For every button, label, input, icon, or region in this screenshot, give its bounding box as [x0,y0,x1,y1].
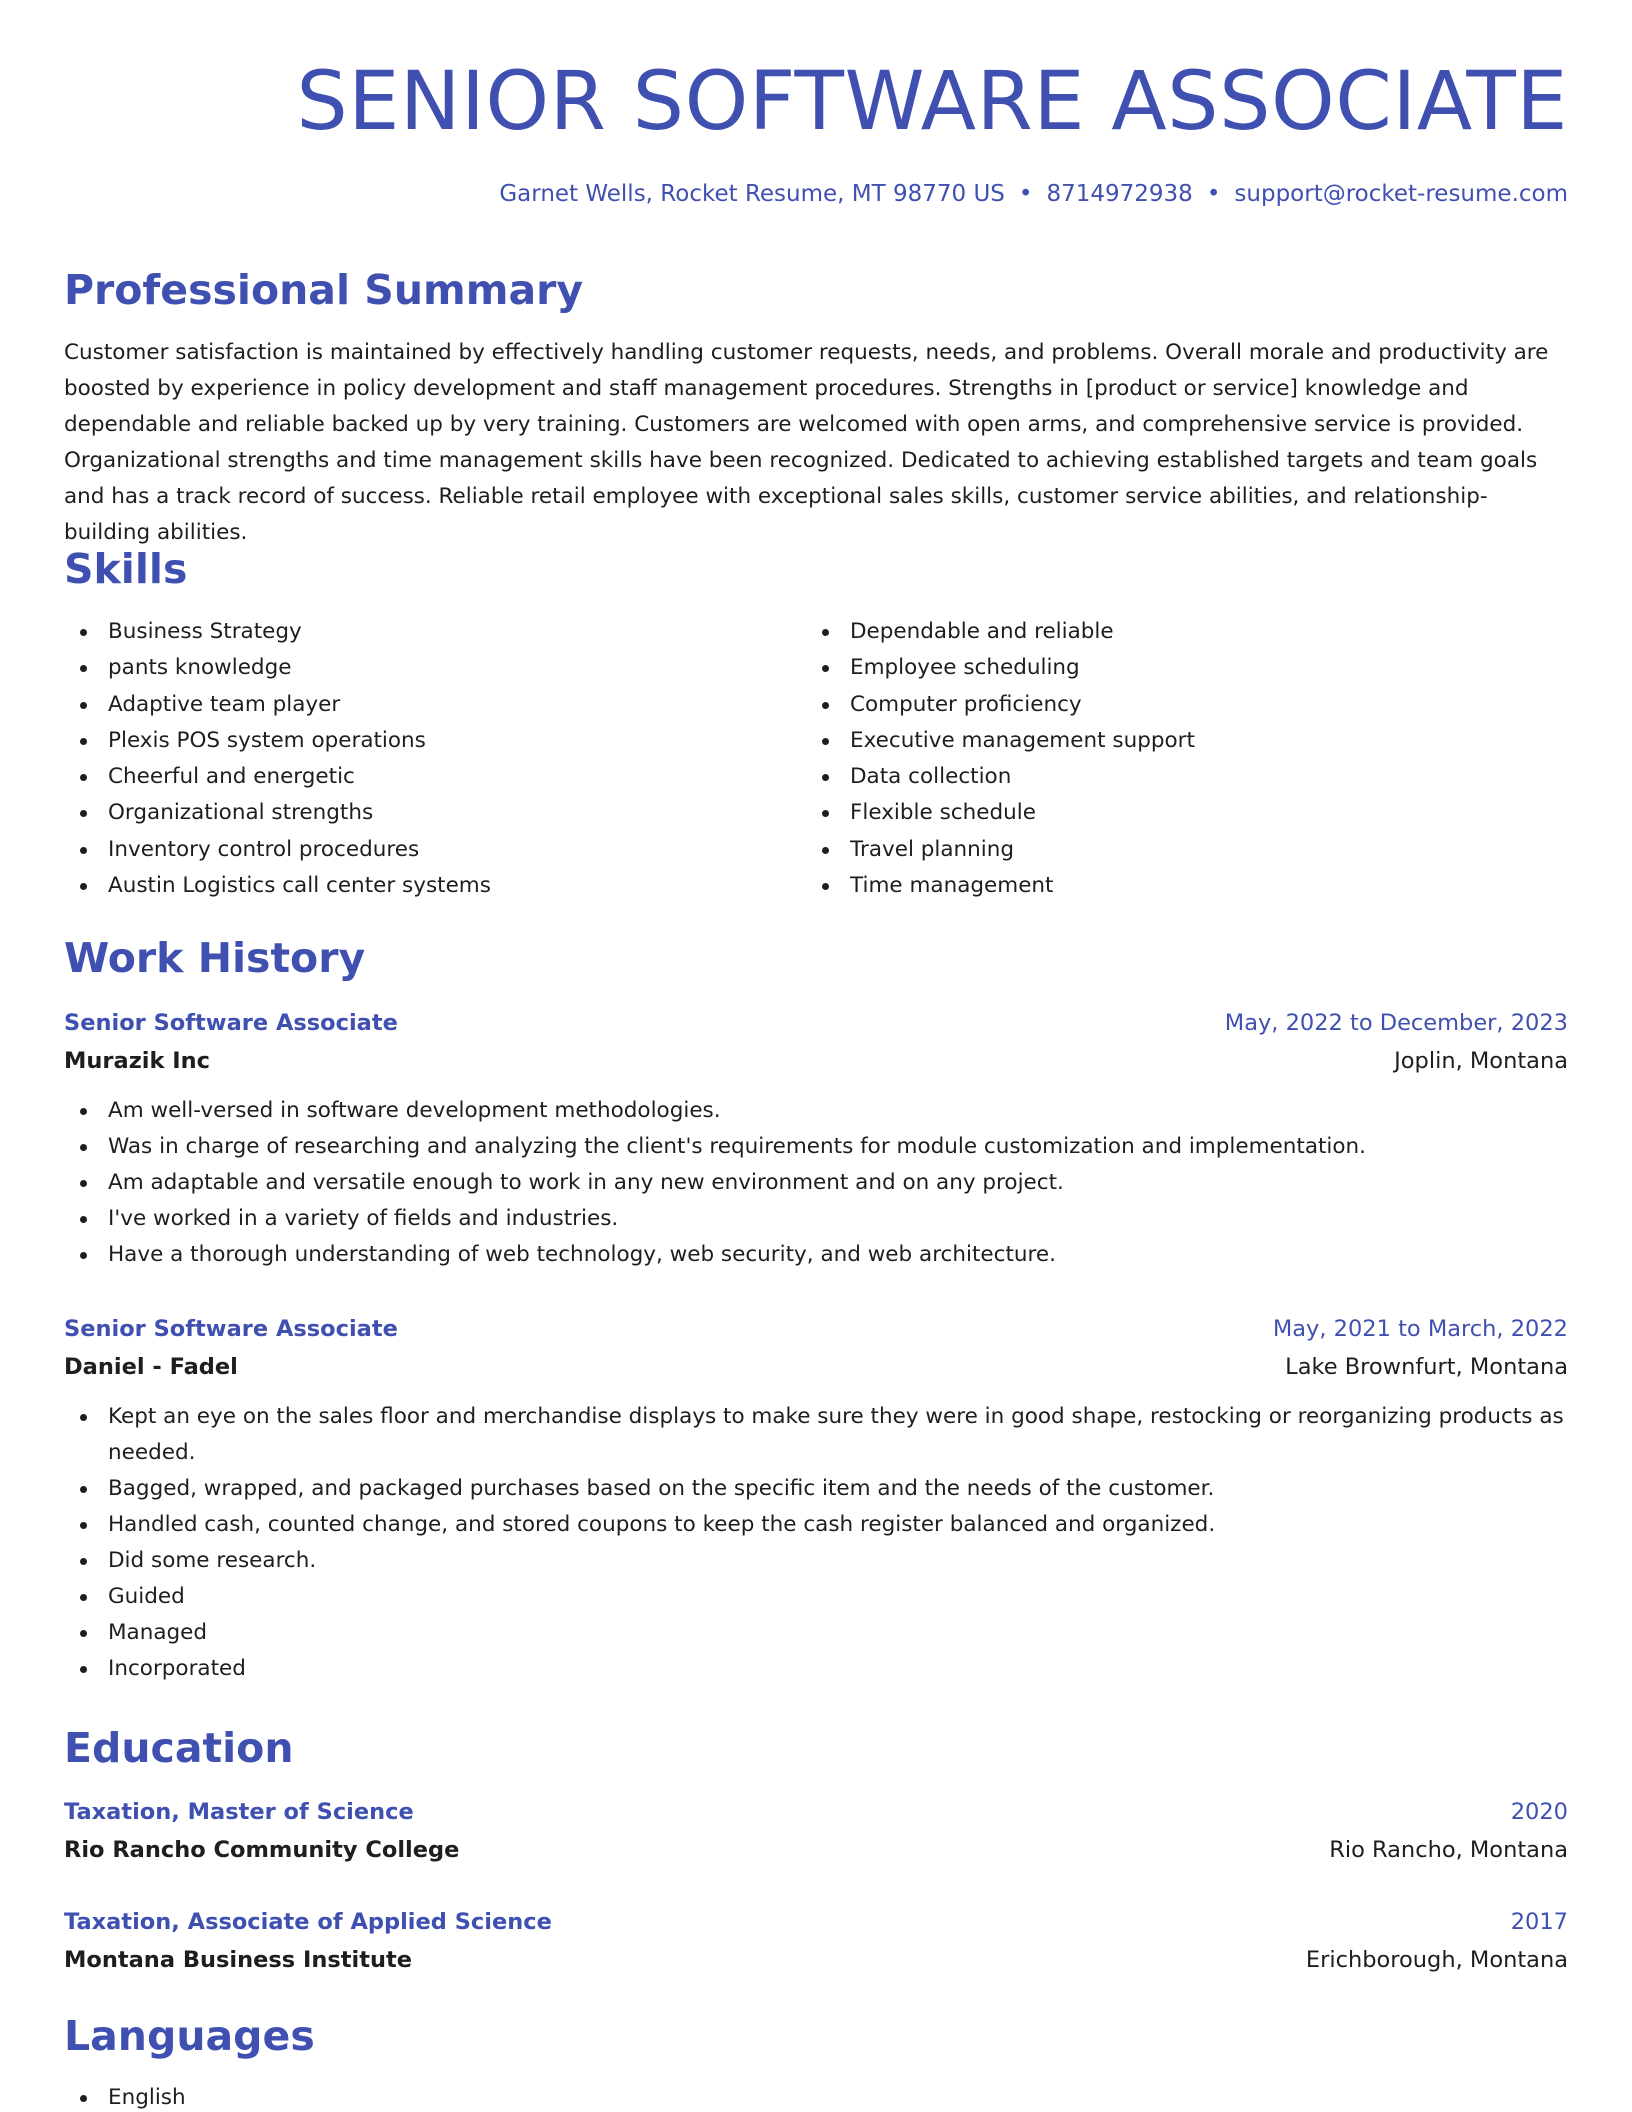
section-title-education: Education [64,1724,294,1772]
resume-header [64,0,1568,210]
school-location: Rio Rancho, Montana [1329,1837,1568,1863]
job-dates: May, 2022 to December, 2023 [1224,1010,1568,1036]
school-name: Montana Business Institute [64,1947,413,1973]
contact-separator: • [1206,181,1221,207]
work-entry-header [64,1005,1568,1041]
job-bullet: I've worked in a variety of fields and industries. [64,1201,1568,1237]
skill-item: pants knowledge [64,650,491,686]
education-entry-header [64,1904,1568,1940]
job-bullet: Was in charge of researching and analyzing the client's requirements for module customization and implementation. [64,1129,1568,1165]
skill-item: Employee scheduling [806,650,1195,686]
section-title-skills: Skills [64,545,188,593]
languages-list [64,2080,186,2112]
section-title-languages: Languages [64,2012,315,2060]
job-bullet: Have a thorough understanding of web technology, web security, and web architecture. [64,1237,1568,1273]
work-entry [64,1311,1568,1687]
skill-item: Executive management support [806,723,1195,759]
graduation-year: 2020 [1510,1799,1568,1825]
job-bullet: Guided [64,1579,1568,1615]
job-location: Joplin, Montana [1394,1048,1568,1074]
contact-separator: • [1018,181,1033,207]
education-entry-header [64,1794,1568,1830]
section-title-summary: Professional Summary [64,266,584,314]
job-location: Lake Brownfurt, Montana [1285,1354,1568,1380]
work-entry-subheader [64,1041,1568,1081]
skill-item: Adaptive team player [64,687,491,723]
language-item: English [64,2080,186,2112]
job-bullet: Am adaptable and versatile enough to work in any new environment and on any project. [64,1165,1568,1201]
skill-item: Travel planning [806,832,1195,868]
school-location: Erichborough, Montana [1305,1947,1568,1973]
job-bullet: Managed [64,1615,1568,1651]
work-entry-header [64,1311,1568,1347]
contact-email: support@rocket-resume.com [1234,181,1568,207]
education-entry [64,1904,1568,1980]
candidate-name: SENIOR SOFTWARE ASSOCIATE [296,55,1568,149]
work-entry [64,1005,1568,1273]
skills-list-left [64,614,491,904]
job-title: Senior Software Associate [64,1316,398,1342]
education-entry-subheader [64,1830,1568,1870]
skill-item: Computer proficiency [806,687,1195,723]
job-bullet: Handled cash, counted change, and stored coupons to keep the cash register balanced and organized. [64,1507,1568,1543]
skill-item: Organizational strengths [64,795,491,831]
job-bullet: Bagged, wrapped, and packaged purchases based on the specific item and the needs of the customer. [64,1471,1568,1507]
school-name: Rio Rancho Community College [64,1837,460,1863]
section-title-work-history: Work History [64,934,366,982]
job-bullets [64,1093,1568,1273]
job-bullet: Am well-versed in software development methodologies. [64,1093,1568,1129]
skills-list-right [806,614,1195,904]
skill-item: Inventory control procedures [64,832,491,868]
job-bullet: Incorporated [64,1651,1568,1687]
graduation-year: 2017 [1510,1909,1568,1935]
company-name: Murazik Inc [64,1048,211,1074]
work-entry-subheader [64,1347,1568,1387]
skill-item: Plexis POS system operations [64,723,491,759]
skill-item: Flexible schedule [806,795,1195,831]
summary-paragraph: Customer satisfaction is maintained by effectively handling customer requests, needs, and problems. Overall morale and productivity are boosted by experience in policy development and staff management procedures. Strengths in [product or service] knowledge and dependable and reliable backed up by very training. Customers are welcomed with open arms, and comprehensive service is provided. Organizational strengths and time management skills have been recognized. Dedicated to achieving established targets and team goals and has a track record of success. Reliable retail employee with exceptional sales skills, customer service abilities, and relationship-building abilities. [64,340,1549,545]
contact-line [64,178,1568,210]
job-title: Senior Software Associate [64,1010,398,1036]
job-bullet: Did some research. [64,1543,1568,1579]
degree-title: Taxation, Master of Science [64,1799,414,1825]
job-dates: May, 2021 to March, 2022 [1272,1316,1568,1342]
skill-item: Austin Logistics call center systems [64,868,491,904]
education-entry [64,1794,1568,1870]
skill-item: Dependable and reliable [806,614,1195,650]
skill-item: Time management [806,868,1195,904]
skill-item: Cheerful and energetic [64,759,491,795]
education-entry-subheader [64,1940,1568,1980]
company-name: Daniel - Fadel [64,1354,238,1380]
job-bullets [64,1399,1568,1687]
job-bullet: Kept an eye on the sales floor and merchandise displays to make sure they were in good shape, restocking or reorganizing products as needed. [64,1399,1568,1471]
degree-title: Taxation, Associate of Applied Science [64,1909,552,1935]
skill-item: Business Strategy [64,614,491,650]
contact-address: Garnet Wells, Rocket Resume, MT 98770 US [499,181,1005,207]
contact-phone: 8714972938 [1046,181,1193,207]
skill-item: Data collection [806,759,1195,795]
